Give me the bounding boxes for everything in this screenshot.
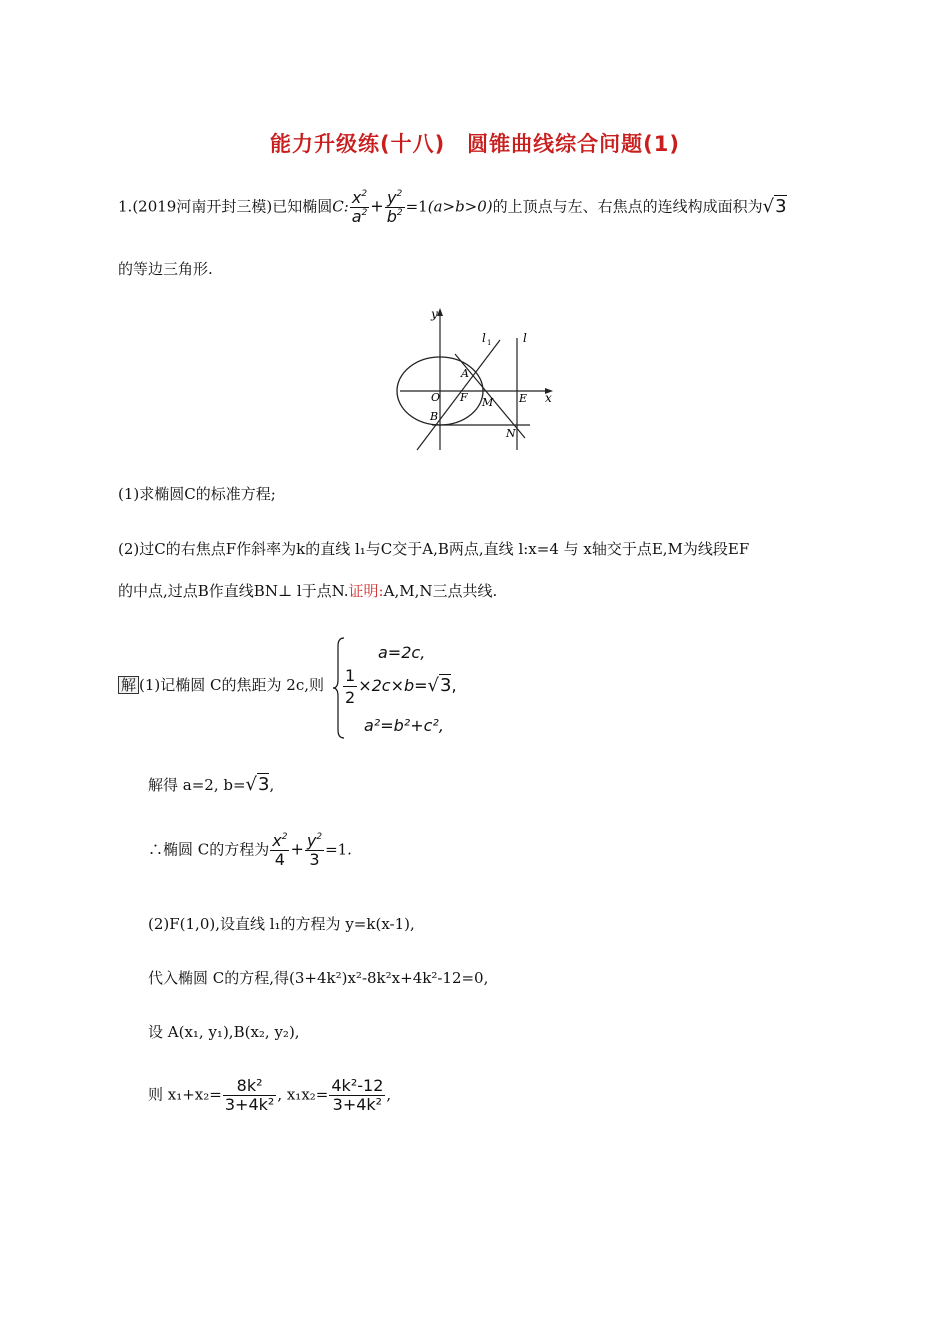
y-axis-arrow (437, 308, 443, 316)
x-over-a-fraction: $\frac{x^2}{a^2}$ (351, 188, 368, 226)
solution-2-line-1: (2)F(1,0),设直线 l₁的方程为 y=k(x-1), (148, 915, 415, 933)
solution-result: 解得 a=2, b=√3, (148, 774, 275, 795)
proof-label: 证明: (348, 582, 384, 600)
y-over-3-fraction: $\frac{y^2}{3}$ (306, 831, 323, 869)
ellipse-label: C: (332, 197, 349, 216)
vieta-sum-label: 则 x₁+x₂= (148, 1085, 222, 1104)
solution-badge: 解 (118, 676, 139, 694)
solution-intro (118, 676, 324, 694)
eq2-comma: , (451, 676, 457, 695)
one-half-fraction: $\frac{1}{2}$ (345, 666, 356, 707)
page-title: 能力升级练(十八) 圆锥曲线综合问题(1) (269, 132, 680, 156)
part-2-text-a: 的中点,过点B作直线BN⊥ l于点N. (118, 582, 349, 600)
solution-2-line-3: 设 A(x₁, y₁),B(x₂, y₂), (148, 1023, 300, 1041)
label-E: E (519, 392, 528, 405)
solution-intro-text: (1)记椭圆 C的焦距为 2c,则 (139, 676, 324, 694)
label-M: M (482, 396, 494, 409)
sqrt-three: √3 (762, 195, 787, 217)
conclusion-text: ∴椭圆 C的方程为 (148, 840, 270, 859)
condition: (a>b>0) (427, 197, 493, 216)
problem-intro: 已知椭圆 (272, 197, 333, 216)
part-1-question: (1)求椭圆C的标准方程; (118, 485, 276, 503)
vieta-product-label: , x₁x₂= (277, 1085, 329, 1104)
line-end: , (386, 1085, 392, 1104)
system-equation-2 (342, 666, 457, 707)
ellipse-figure (395, 300, 565, 452)
label-B: B (430, 410, 439, 423)
vieta-product-fraction: $\frac{\text{4k²-12}}{\text{3+4k²}}$ (331, 1076, 384, 1114)
problem-number: 1. (118, 197, 133, 216)
part-2-question-line-2 (118, 584, 497, 599)
problem-line-1 (118, 190, 787, 225)
part-2-question-line-1: (2)过C的右焦点F作斜率为k的直线 l₁与C交于A,B两点,直线 l:x=4 与 x轴交于点E,M为线段EF (118, 540, 750, 558)
x-over-4-fraction: $\frac{x^2}{4}$ (272, 831, 288, 869)
statement-mid: 的上顶点与左、右焦点的连线构成面积为 (492, 197, 763, 216)
sqrt-three-eq: √3 (427, 675, 452, 696)
label-F: F (460, 391, 468, 404)
problem-source: (2019河南开封三模) (132, 197, 273, 216)
plus-sign: + (370, 196, 384, 216)
problem-line-2: 的等边三角形. (118, 260, 213, 278)
equation-tail: =1 (405, 197, 428, 216)
system-equation-3: a²=b²+c², (364, 716, 444, 735)
vieta-sum-fraction: $\frac{\text{8k²}}{\text{3+4k²}}$ (224, 1076, 275, 1114)
label-x: x (545, 391, 552, 405)
label-y: y (431, 307, 438, 321)
sqrt-three-result: √3 (245, 774, 270, 795)
conclusion-tail: =1. (325, 840, 352, 859)
label-O: O (431, 391, 441, 404)
solution-2-line-4 (148, 1078, 391, 1113)
part-2-text-b: A,M,N三点共线. (383, 582, 498, 600)
solution-conclusion: ∴椭圆 C的方程为 $\frac{x^2}{4}$ + $\frac{y^2}{3}$ =1. (148, 831, 352, 869)
label-N: N (506, 427, 516, 440)
label-l1: l (482, 331, 486, 345)
y-over-b-fraction: $\frac{y^2}{b^2}$ (386, 188, 403, 226)
label-l: l (523, 331, 527, 345)
label-A: A (461, 367, 469, 380)
line-l1 (417, 340, 500, 450)
solution-2-line-2: 代入椭圆 C的方程,得(3+4k²)x²-8k²x+4k²-12=0, (148, 969, 489, 987)
system-equation-1: a=2c, (378, 643, 426, 662)
label-l1-subscript: 1 (487, 339, 492, 347)
system-eq2-tail: ×2c×b= (358, 676, 428, 695)
result-text: 解得 a=2, b= (148, 776, 246, 794)
